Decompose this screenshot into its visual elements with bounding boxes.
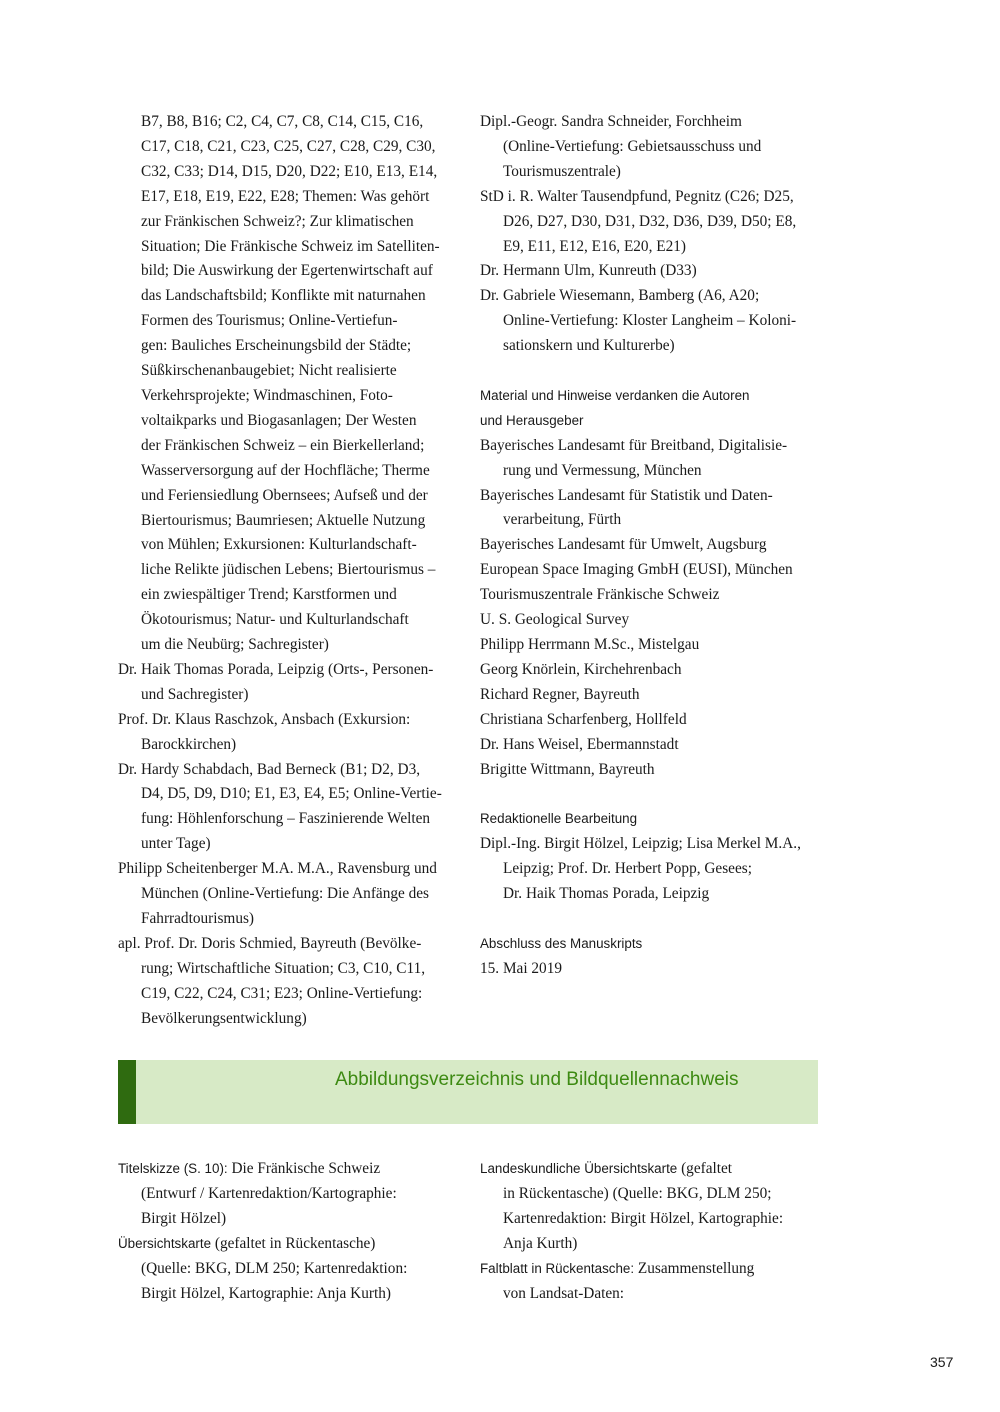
material-entry: Bayerisches Landesamt für Umwelt, Augsburg <box>480 536 767 554</box>
author-entry-continuation: B7, B8, B16; C2, C4, C7, C8, C14, C15, C16, C17, C18, C21, C23, C25, C27, C28, C29, C30, C32, C33; D14, D15, D20, D22; E10, E13, E14, E17, E18, E19, E22, E28; Themen: Was gehört zur Fränkischen Schweiz?; Zur klimatischen Situation; Die Fränkische Schweiz im Satelliten- bild; Die Auswirkung der Egertenwirtschaft auf das Landschaftsbild; Konflikte mit naturnahen Formen des Tourismus; Online-Vertiefun- gen: Bauliches Erscheinungsbild der Städte; Süßkirschenanbaugebiet; Nicht realisierte Verkehrsprojekte; Windmaschinen, Foto- voltaikparks und Biogasanlagen; Der Westen der Fränkischen Schweiz – ein Bierkellerland; Wasserversorgung auf der Hochfläche; Therme und Feriensiedlung Obernsees; Aufseß und der Biertourismus; Baumriesen; Aktuelle Nutzung von Mühlen; Exkursionen: Kulturlandschaft- liche Relikte jüdischen Lebens; Biertourismus – ein zwiespältiger Trend; Karstformen und Ökotourismus; Natur- und Kulturlandschaft um die Neubürg; Sachregister) <box>141 113 440 654</box>
material-entry: Bayerisches Landesamt für Breitband, Digitalisie- rung und Vermessung, München <box>480 436 788 479</box>
figures-left-column <box>118 1157 463 1306</box>
figure-entry-landeskundliche-karte <box>480 1157 825 1257</box>
author-entry-schneider: Dipl.-Geogr. Sandra Schneider, Forchheim (Online-Vertiefung: Gebietsausschuss und Tourismuszentrale) <box>480 113 762 180</box>
left-column <box>118 110 463 1032</box>
section-title: Abbildungsverzeichnis und Bildquellennachweis <box>335 1069 739 1090</box>
material-entry: European Space Imaging GmbH (EUSI), München <box>480 561 793 579</box>
editorial-text: Dipl.-Ing. Birgit Hölzel, Leipzig; Lisa Merkel M.A., Leipzig; Prof. Dr. Herbert Popp, Gesees; Dr. Haik Thomas Porada, Leipzig <box>480 835 801 903</box>
page-number: 357 <box>930 1354 954 1370</box>
author-entry-ulm: Dr. Hermann Ulm, Kunreuth (D33) <box>480 262 697 280</box>
author-entry-tausendpfund: StD i. R. Walter Tausendpfund, Pegnitz (C26; D25, D26, D27, D30, D31, D32, D36, D39, D50; E8, E9, E11, E12, E16, E20, E21) <box>480 187 797 255</box>
author-entry-scheitenberger: Philipp Scheitenberger M.A. M.A., Ravensburg und München (Online-Vertiefung: Die Anfänge des Fahrradtourismus) <box>118 860 437 927</box>
banner-accent-bar <box>118 1060 136 1124</box>
figure-label: Landeskundliche Übersichtskarte <box>480 1161 678 1176</box>
material-entry: Brigitte Wittmann, Bayreuth <box>480 760 655 778</box>
figure-label: Übersichtskarte <box>118 1235 212 1251</box>
figure-text: Die Fränkische Schweiz (Entwurf / Kartenredaktion/Kartographie: Birgit Hölzel) <box>141 1160 397 1227</box>
author-entry-porada: Dr. Haik Thomas Porada, Leipzig (Orts-, Personen- und Sachregister) <box>118 660 434 703</box>
material-entry: Tourismuszentrale Fränkische Schweiz <box>480 586 720 604</box>
author-entry-schabdach: Dr. Hardy Schabdach, Bad Berneck (B1; D2, D3, D4, D5, D9, D10; E1, E3, E4, E5; Online-Vertie- fung: Höhlenforschung – Faszinierende Welten unter Tage) <box>118 760 442 853</box>
section-banner <box>118 1060 818 1124</box>
material-entry: Richard Regner, Bayreuth <box>480 685 640 703</box>
material-entry: Georg Knörlein, Kirchehrenbach <box>480 660 682 678</box>
material-entry: Philipp Herrmann M.Sc., Mistelgau <box>480 636 700 654</box>
figure-text: (gefaltet in Rückentasche) (Quelle: BKG, DLM 250; Kartenredaktion: Birgit Hölzel, Kartographie: Anja Kurth) <box>141 1234 408 1302</box>
figures-right-column <box>480 1157 825 1306</box>
figure-entry-titelskizze <box>118 1157 463 1232</box>
manuscript-date: 15. Mai 2019 <box>480 959 563 977</box>
material-entry: Christiana Scharfenberg, Hollfeld <box>480 710 687 728</box>
figure-label: Faltblatt in Rückentasche: <box>480 1260 635 1276</box>
author-entry-schmied: apl. Prof. Dr. Doris Schmied, Bayreuth (Bevölke- rung; Wirtschaftliche Situation; C3, C10, C11, C19, C22, C24, C31; E23; Online-Vertiefung: Bevölkerungsentwicklung) <box>118 934 426 1027</box>
material-heading: Material und Hinweise verdanken die Autoren und Herausgeber <box>480 387 750 428</box>
material-entry: Dr. Hans Weisel, Ebermannstadt <box>480 735 679 753</box>
material-entry: Bayerisches Landesamt für Statistik und Daten- verarbeitung, Fürth <box>480 486 773 529</box>
figure-text: (gefaltet in Rückentasche) (Quelle: BKG, DLM 250; Kartenredaktion: Birgit Hölzel, Kartographie: Anja Kurth) <box>503 1160 784 1252</box>
material-entry: U. S. Geological Survey <box>480 611 630 629</box>
author-entry-raschzok: Prof. Dr. Klaus Raschzok, Ansbach (Exkursion: Barockkirchen) <box>118 710 411 753</box>
figure-label: Titelskizze (S. 10): <box>118 1161 228 1176</box>
figure-text: Zusammenstellung von Landsat-Daten: <box>503 1259 755 1302</box>
editorial-heading: Redaktionelle Bearbeitung <box>480 811 638 827</box>
right-column <box>480 110 825 982</box>
figure-entry-uebersichtskarte <box>118 1232 463 1307</box>
author-entry-wiesemann: Dr. Gabriele Wiesemann, Bamberg (A6, A20; Online-Vertiefung: Kloster Langheim – Koloni- sationskern und Kulturerbe) <box>480 287 797 355</box>
figure-entry-faltblatt <box>480 1257 825 1307</box>
manuscript-heading: Abschluss des Manuskripts <box>480 935 643 951</box>
